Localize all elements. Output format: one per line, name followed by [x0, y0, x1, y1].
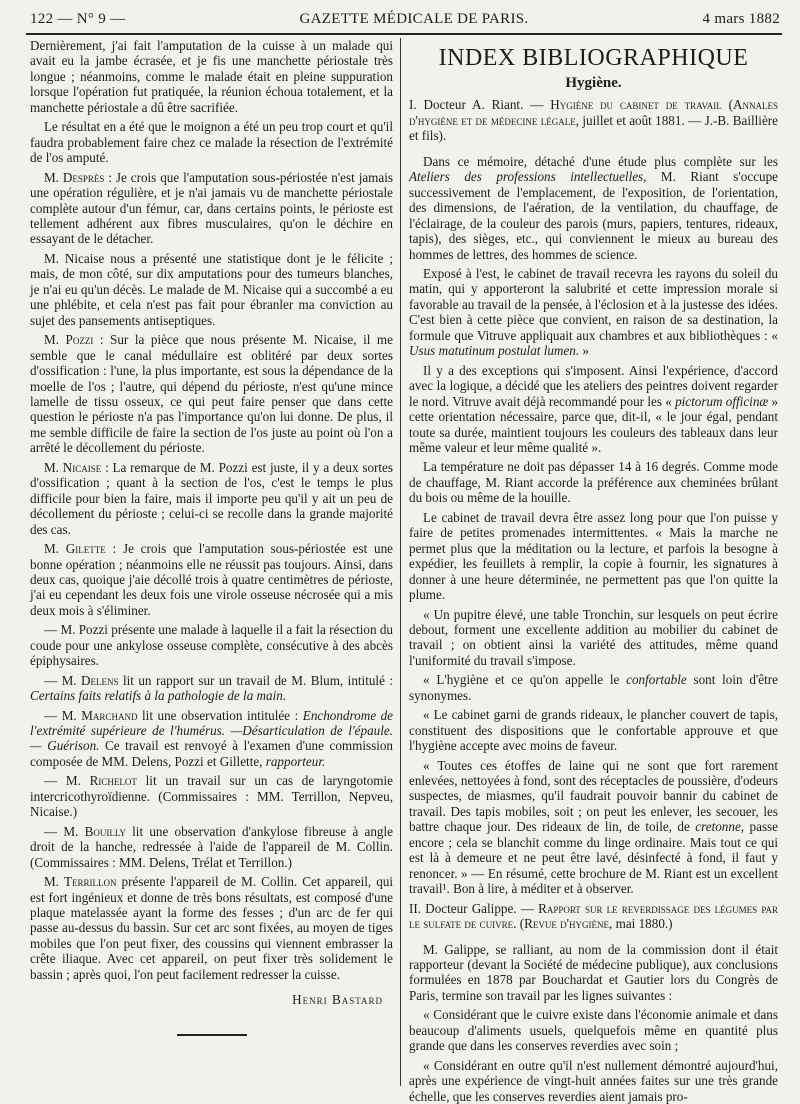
- paragraph: Le résultat en a été que le moignon a été un peu trop court et qu'il faudra probablement faire chez ce malade la résection de l'extrémité de l'os amputé.: [30, 119, 393, 166]
- paragraph: — M. Delens lit un rapport sur un travail de M. Blum, intitulé : Certains faits relatifs à la pathologie de la main.: [30, 672, 393, 704]
- paragraph: M. Gilette : Je crois que l'amputation sous-périostée est une bonne opération ; néanmoins elle ne réussit pas toujours. Ainsi, dans deux cas, quoique j'aie décollé trois à quatre centimètres de périoste, j'ai eu cependant les deux fois une virole osseuse nécrosée qui a mis deux mois à s'éliminer.: [30, 541, 393, 618]
- paragraph: M. Desprès : Je crois que l'amputation sous-périostée n'est jamais une opération régulière, et je n'ai jamais vu de manchette périostale complète autour d'un fémur, car, dans certains points, le périoste est tellement adhérent aux fibres musculaires, qu'on le déchire en essayant de le détacher.: [30, 169, 393, 247]
- issue-date: 4 mars 1882: [702, 10, 780, 27]
- paragraph: M. Nicaise : La remarque de M. Pozzi est juste, il y a deux sortes d'ossification ; quant à la section de l'os, c'est le temps le plus difficile pour bien la faire, mais il importe peu qu'il y ait un peu de décollement du périoste ; celui-ci se recolle dans la grande majorité des cas.: [30, 459, 393, 537]
- paragraph: — M. Richelot lit un travail sur un cas de laryngotomie intercricothyroïdienne. (Commissaires : MM. Terrillon, Nepveu, Nicaise.): [30, 773, 394, 820]
- paragraph: Il y a des exceptions qui s'imposent. Ainsi l'expérience, d'accord avec la logique, a décidé que les ateliers des peintres doivent regarder le nord. Vitruve avait déjà recommandé pour les « pictorum officinæ » cette orientation nécessaire, parce que, dit-il, « le jour égal, pendant toute sa durée, maintient toujours les couleurs des tableaux dans leur même valeur et leur même qualité ».: [409, 362, 779, 455]
- paragraph: Exposé à l'est, le cabinet de travail recevra les rayons du soleil du matin, qui y apporteront la salubrité et cette impression morale si favorable au travail de la pensée, à l'éclosion et à la justesse des idées. C'est bien à cette pièce que convient, en raison de sa destination, la formule que Vitruve appliquait aux chambres et aux bibliothèques : « Usus matutinum postulat lumen. »: [409, 265, 778, 359]
- paragraph: — M. Pozzi présente une malade à laquelle il a fait la résection du coude pour une ankylose osseuse complète, consécutive à des abcès épiphysaires.: [30, 622, 393, 669]
- column-separator: [400, 38, 401, 1086]
- paragraph: « Un pupitre élevé, une table Tronchin, sur lesquels on peut écrire debout, forment une excellente addition au mobilier du cabinet de travail ; on obtient ainsi la variété des attitudes, même quand l'uniformité du travail s'impose.: [409, 606, 778, 668]
- paragraph: « Le cabinet garni de grands rideaux, le plancher couvert de tapis, constituent des dispositions que le confortable approuve et que l'hygiène accepte avec moins de faveur.: [409, 707, 778, 754]
- paragraph: « L'hygiène et ce qu'on appelle le confortable sont loin d'être synonymes.: [409, 672, 778, 703]
- left-column: [30, 38, 393, 1088]
- journal-title: GAZETTE MÉDICALE DE PARIS.: [299, 10, 529, 27]
- speaker-name: M. Desprès: [44, 169, 105, 185]
- paragraph: Le cabinet de travail devra être assez long pour que l'on puisse y faire de petites promenades intermittentes. « Mais la marche ne permet plus que la méditation ou la lecture, et parfois la besogne à expédier, les feuillets à remplir, la copie à fournir, les signatures à donner à une heure déterminée, ne permettent pas que l'on quitte la plume.: [409, 509, 778, 603]
- speaker-name: M. Nicaise: [44, 459, 102, 475]
- paragraph: « Toutes ces étoffes de laine qui ne sont que fort rarement enlevées, nettoyées à fond, sont des réceptacles de poussière, d'odeurs suspectes, de miasmes, qu'il faudrait pouvoir bannir du cabinet de travail. Des tapis mobiles, soit ; on peut les enlever, les secouer, les battre chaque jour. Des rideaux de lin, de toile, de cretonne, passe encore ; cela se blanchit comme du linge ordinaire. Mais tout ce qui est là à demeure et ne peut être lavé, désinfecté à fond, il faut y renoncer. » — En résumé, cette brochure de M. Riant est un excellent travail¹. Bon à lire, à méditer et à observer.: [409, 757, 779, 897]
- page-header: [30, 6, 780, 32]
- paragraph: Dernièrement, j'ai fait l'amputation de la cuisse à un malade qui avait eu la jambe écrasée, et je fis une manchette périostale très longue ; néanmoins, comme le malade était en pleine suppuration lorsque l'opération fut pratiquée, la réunion échoua totalement, et la manchette périostale a dû être sacrifiée.: [30, 38, 393, 115]
- right-column: [409, 38, 779, 1104]
- paragraph: « Considérant en outre qu'il n'est nullement démontré aujourd'hui, après une expérience de vingt-huit années faites sur une très grande échelle, que les conserves reverdies aient jamais pro-: [409, 1057, 778, 1104]
- bibliography-entry: II. Docteur Galippe. — Rapport sur le reverdissage des légumes par le sulfate de cuivre. (Revue d'hygiène, mai 1880.): [409, 900, 778, 932]
- paragraph: M. Nicaise nous a présenté une statistique dont je le félicite ; mais, de mon côté, sur dix amputations pour des tumeurs blanches, je n'ai eu qu'un décès. Le malade de M. Nicaise qui a succombé a eu une phlébite, et cela n'est pas fait pour ébranler ma conviction au sujet des pansements antiseptiques.: [30, 250, 393, 328]
- paragraph: La température ne doit pas dépasser 14 à 16 degrés. Comme mode de chauffage, M. Riant accorde la préférence aux cheminées brûlant du bois ou même de la houille.: [409, 459, 778, 506]
- paragraph: — M. Bouilly lit une observation d'ankylose fibreuse à angle droit de la hanche, redressée à l'aide de l'appareil de M. Collin. (Commissaires : MM. Delens, Trélat et Terrillon.): [30, 823, 393, 870]
- paragraph: M. Pozzi : Sur la pièce que nous présente M. Nicaise, il me semble que le canal médullaire est oblitéré par deux sortes d'ossification : l'une, la plus importante, est sous la dépendance de la moelle de l'os ; l'autre, qui dépend du périoste, n'est qu'une mince lamelle de tissu osseux, ce qui peut faire penser que dans cette question le périoste n'a pas l'importance qu'on lui donne. De plus, il me semble difficile de faire la section de l'os juste au point où l'on a arrêté le décollement du périoste.: [30, 332, 393, 456]
- bibliography-entry: I. Docteur A. Riant. — Hygiène du cabinet de travail (Annales d'hygiène et de médecine légale, juillet et août 1881. — J.-B. Baillière et fils).: [409, 97, 779, 144]
- section-heading: INDEX BIBLIOGRAPHIQUE: [438, 45, 749, 71]
- paragraph: M. Terrillon présente l'appareil de M. Collin. Cet appareil, qui est fort ingénieux et donne de très bons résultats, est composé d'une plaque matelassée ayant la forme des fesses ; d'un arc de fer qui passe au-dessus du bassin. Sur cet arc sont fixées, au moyen de tiges mobiles que l'on peut fixer, des coussins qui viennent embrasser la crête iliaque. Avec cet appareil, on peut fixer très solidement le bassin ; après quoi, l'on peut facilement redresser la cuisse.: [30, 874, 393, 982]
- subsection-heading: Hygiène.: [565, 75, 622, 91]
- header-rule: [26, 33, 782, 35]
- author-signature: Henri Bastard: [292, 992, 383, 1008]
- speaker-name: M. Gilette: [44, 541, 106, 557]
- paragraph: M. Galippe, se ralliant, au nom de la commission dont il était rapporteur (devant la Société de médecine publique), aux conclusions formulées en 1878 par Bouchardat et Gautier lors du Congrès de Paris, termine son travail par les lignes suivantes :: [409, 941, 778, 1003]
- page-number: 122 — N° 9 —: [30, 10, 126, 27]
- end-rule: [177, 1034, 247, 1036]
- speaker-name: M. Pozzi: [44, 332, 94, 348]
- paragraph: — M. Marchand lit une observation intitulée : Enchondrome de l'extrémité supérieure de l'humérus. —Désarticulation de l'épaule. — Guérison. Ce travail est renvoyé à l'examen d'une commission composée de MM. Delens, Pozzi et Gillette, rapporteur.: [30, 707, 394, 769]
- paragraph: Dans ce mémoire, détaché d'une étude plus complète sur les Ateliers des professions intellectuelles, M. Riant s'occupe successivement de l'emplacement, de l'exposition, de l'orientation, des dimensions, de l'aération, de la ventilation, du chauffage, de l'éclairage, de la couleur des parois (murs, papiers, tentures, rideaux, tapis), des sièges, etc., qui conviennent le mieux au bureau des hommes de lettres, des hommes de science.: [409, 153, 778, 262]
- paragraph: « Considérant que le cuivre existe dans l'économie animale et dans beaucoup d'aliments usuels, quelquefois même en quantité plus grande que dans les conserves reverdies avec soin ;: [409, 1007, 778, 1054]
